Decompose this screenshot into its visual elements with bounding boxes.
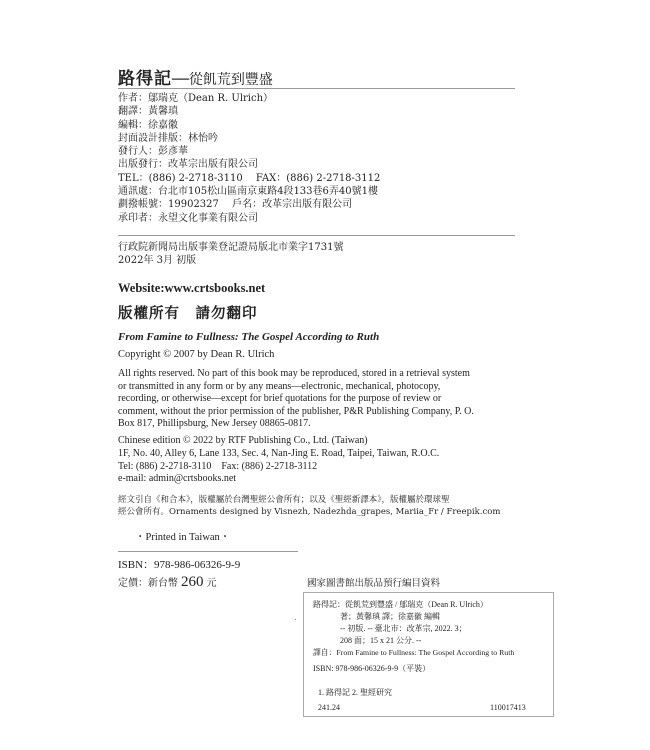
scripture-note bbox=[118, 494, 500, 518]
website-text: Website:www.crtsbooks.net bbox=[118, 281, 266, 295]
edition-address: 1F, No. 40, Alley 6, Lane 133, Sec. 4, Nan-Jing E. Road, Taipei, Taiwan, R.O.C. bbox=[118, 447, 440, 459]
scripture-note-line: 經文引自《和合本》，版權屬於台灣聖經公會所有；以及《聖經新譯本》，版權屬於環球聖 bbox=[118, 495, 450, 505]
cip-heading: 國家圖書館出版品預行編目資料 bbox=[307, 578, 441, 589]
rights-line: or transmitted in any form or by any means—electronic, mechanical, photocopy, bbox=[118, 380, 441, 392]
credit-editor: 編輯：徐嘉徽 bbox=[118, 119, 178, 131]
cip-line-title: 路得記：從飢荒到豐盛 / 鄔瑞克（Dean R. Ulrich） bbox=[313, 600, 488, 609]
credit-translator: 翻譯：黃馨瑱 bbox=[118, 106, 178, 118]
cip-line-pages: 208 面；15 x 21 公分. -- bbox=[340, 636, 422, 645]
isbn-line: ISBN：978-986-06326-9-9 bbox=[118, 559, 241, 571]
credit-publisher-person: 發行人：彭彥華 bbox=[118, 146, 188, 158]
edition-phone: Tel: (886) 2-2718-3110 Fax: (886) 2-2718-3112 bbox=[118, 460, 318, 472]
cip-line-isbn: ISBN: 978-986-06326-9-9（平裝） bbox=[313, 664, 431, 673]
rights-line: recording, or otherwise—except for brief quotations for the purpose of review or bbox=[118, 393, 442, 405]
credit-phone-fax: TEL：(886) 2-2718-3110 FAX：(886) 2-2718-3112 bbox=[118, 172, 381, 184]
edition-line: Chinese edition © 2022 by RTF Publishing Co., Ltd. (Taiwan) bbox=[118, 435, 368, 446]
registration-edition: 2022年 3月 初版 bbox=[118, 255, 197, 267]
rights-line: All rights reserved. No part of this book may be reproduced, stored in a retrieval system bbox=[118, 368, 470, 379]
credit-cover-design: 封面設計排版：林怡吟 bbox=[118, 132, 218, 144]
cip-line-classification: 241.24 bbox=[318, 703, 340, 712]
book-subtitle: 從飢荒到豐盛 bbox=[188, 72, 273, 88]
cip-line-subjects: 1. 路得記 2. 聖經研究 bbox=[318, 688, 392, 697]
divider-middle bbox=[118, 235, 515, 236]
cip-line-contributors: 著；黃馨瑱 譯；徐嘉徽 編輯 bbox=[340, 612, 440, 621]
credit-account: 劃撥帳號：19902327 戶名：改革宗出版有限公司 bbox=[118, 199, 353, 211]
book-title-line bbox=[118, 64, 273, 89]
price-unit: 元 bbox=[206, 578, 217, 589]
edition-email: e-mail: admin@crtsbooks.net bbox=[118, 473, 237, 485]
credit-author: 作者：鄔瑞克（Dean R. Ulrich） bbox=[118, 93, 274, 104]
rights-line: Box 817, Phillipsburg, New Jersey 08865-0817. bbox=[118, 418, 311, 430]
price-amount: 260 bbox=[181, 574, 204, 590]
title-dash: ── bbox=[172, 72, 189, 88]
credits-block bbox=[118, 92, 380, 225]
credit-printer: 承印者：永望文化事業有限公司 bbox=[118, 212, 258, 224]
cip-line-record-number: 110017413 bbox=[490, 703, 526, 712]
price-line bbox=[118, 574, 217, 591]
divider-printed bbox=[118, 551, 298, 552]
scripture-note-line: 經公會所有。Ornaments designed by Visnezh, Nadezhda_grapes, Mariia_Fr / Freepik.com bbox=[118, 507, 501, 517]
price-label: 定價：新台幣 bbox=[118, 578, 178, 589]
registration-block bbox=[118, 241, 343, 268]
chinese-edition-block bbox=[118, 435, 439, 486]
cip-line-original-title: 譯自：From Famine to Fullness: The Gospel According to Ruth bbox=[313, 648, 515, 657]
rights-reserved-cn: 版權所有 請勿翻印 bbox=[118, 305, 258, 322]
cip-data-box bbox=[303, 592, 554, 717]
rights-paragraph bbox=[118, 368, 474, 431]
english-title: From Famine to Fullness: The Gospel According to Ruth bbox=[118, 331, 380, 343]
printed-in-taiwan: ・Printed in Taiwan・ bbox=[135, 532, 231, 543]
cip-line-edition: -- 初版. -- 臺北市：改革宗, 2022. 3； bbox=[340, 624, 467, 633]
rights-line: comment, without the prior permission of the publisher, P&R Publishing Company, P. O. bbox=[118, 405, 474, 417]
credit-publisher: 出版發行：改革宗出版有限公司 bbox=[118, 159, 258, 171]
stray-mark: . bbox=[294, 613, 297, 623]
credit-address: 通訊處：台北市105松山區南京東路4段133巷6弄40號1樓 bbox=[118, 186, 378, 198]
registration-license: 行政院新聞局出版事業登記證局版北市業字1731號 bbox=[118, 242, 344, 253]
divider-top bbox=[118, 88, 515, 89]
copyright-line: Copyright © 2007 by Dean R. Ulrich bbox=[118, 349, 275, 360]
book-title: 路得記 bbox=[118, 69, 172, 89]
